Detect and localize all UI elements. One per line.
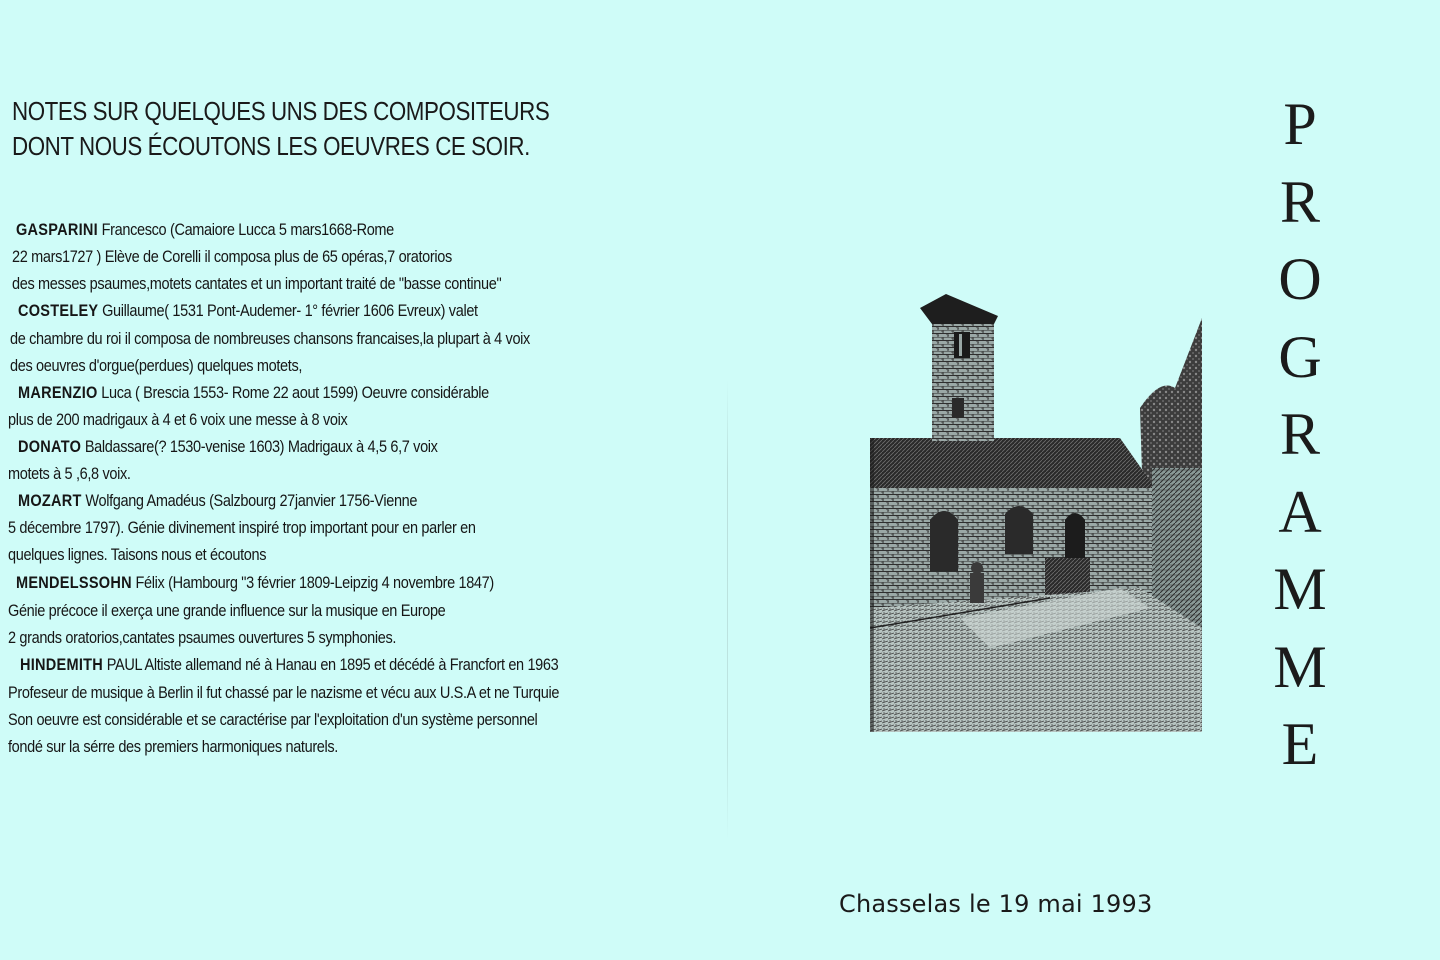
note-line: quelques lignes. Taisons nous et écoutons — [8, 546, 267, 564]
composer-name: COSTELEY — [18, 302, 99, 320]
note-line: des messes psaumes,motets cantates et un important traité de "basse continue" — [12, 275, 502, 293]
composer-name: DONATO — [18, 438, 82, 456]
church-engraving-image — [870, 288, 1202, 732]
note-line: MENDELSSOHN Félix (Hambourg "3 février 1809-Leipzig 4 novembre 1847) — [16, 574, 494, 592]
date-location: Chasselas le 19 mai 1993 — [839, 890, 1153, 918]
note-line: des oeuvres d'orgue(perdues) quelques motets, — [10, 357, 303, 375]
note-line: GASPARINI Francesco (Camaiore Lucca 5 mars1668-Rome — [16, 221, 394, 239]
note-line: 2 grands oratorios,cantates psaumes ouvertures 5 symphonies. — [8, 629, 397, 647]
composer-name: HINDEMITH — [20, 656, 104, 674]
composer-name: GASPARINI — [16, 221, 98, 239]
programme-title — [1262, 86, 1338, 784]
heading-line-2: DONT NOUS ÉCOUTONS LES OEUVRES CE SOIR. — [12, 131, 530, 161]
fold-line — [727, 380, 728, 840]
programme-letter: M — [1273, 556, 1327, 622]
note-line: motets à 5 ,6,8 voix. — [8, 465, 131, 483]
programme-letter: R — [1279, 401, 1321, 467]
note-line: 5 décembre 1797). Génie divinement inspiré trop important pour en parler en — [8, 519, 476, 537]
programme-letter: M — [1273, 633, 1327, 700]
programme-letter: R — [1279, 168, 1321, 235]
note-line: Génie précoce il exerça une grande influence sur la musique en Europe — [8, 602, 446, 620]
programme-letter: O — [1278, 246, 1322, 312]
note-line: Son oeuvre est considérable et se caractérise par l'exploitation d'un système personnel — [8, 711, 538, 729]
note-line: MOZART Wolfgang Amadéus (Salzbourg 27janvier 1756-Vienne — [18, 492, 418, 510]
programme-letter: P — [1283, 91, 1317, 157]
note-line: de chambre du roi il composa de nombreuses chansons francaises,la plupart à 4 voix — [10, 330, 530, 348]
heading-line-1: NOTES SUR QUELQUES UNS DES COMPOSITEURS — [12, 96, 550, 126]
note-line: DONATO Baldassare(? 1530-venise 1603) Madrigaux à 4,5 6,7 voix — [18, 438, 438, 456]
composer-name: MENDELSSOHN — [16, 574, 132, 592]
note-line: fondé sur la sérre des premiers harmoniques naturels. — [8, 738, 338, 756]
note-line: Profeseur de musique à Berlin il fut chassé par le nazisme et vécu aux U.S.A et ne Turquie — [8, 684, 560, 702]
notes-heading — [12, 94, 614, 164]
composer-name: MOZART — [18, 492, 82, 510]
note-line: COSTELEY Guillaume( 1531 Pont-Audemer- 1° février 1606 Evreux) valet — [18, 302, 478, 320]
note-line: 22 mars1727 ) Elève de Corelli il composa plus de 65 opéras,7 oratorios — [12, 248, 452, 266]
note-line: HINDEMITH PAUL Altiste allemand né à Hanau en 1895 et décédé à Francfort en 1963 — [20, 656, 559, 674]
programme-letter: E — [1281, 711, 1319, 777]
note-line: MARENZIO Luca ( Brescia 1553- Rome 22 aout 1599) Oeuvre considérable — [18, 384, 489, 402]
programme-letter: G — [1278, 323, 1322, 390]
composer-name: MARENZIO — [18, 384, 98, 402]
programme-letter: A — [1278, 478, 1322, 545]
note-line: plus de 200 madrigaux à 4 et 6 voix une messe à 8 voix — [8, 411, 348, 429]
